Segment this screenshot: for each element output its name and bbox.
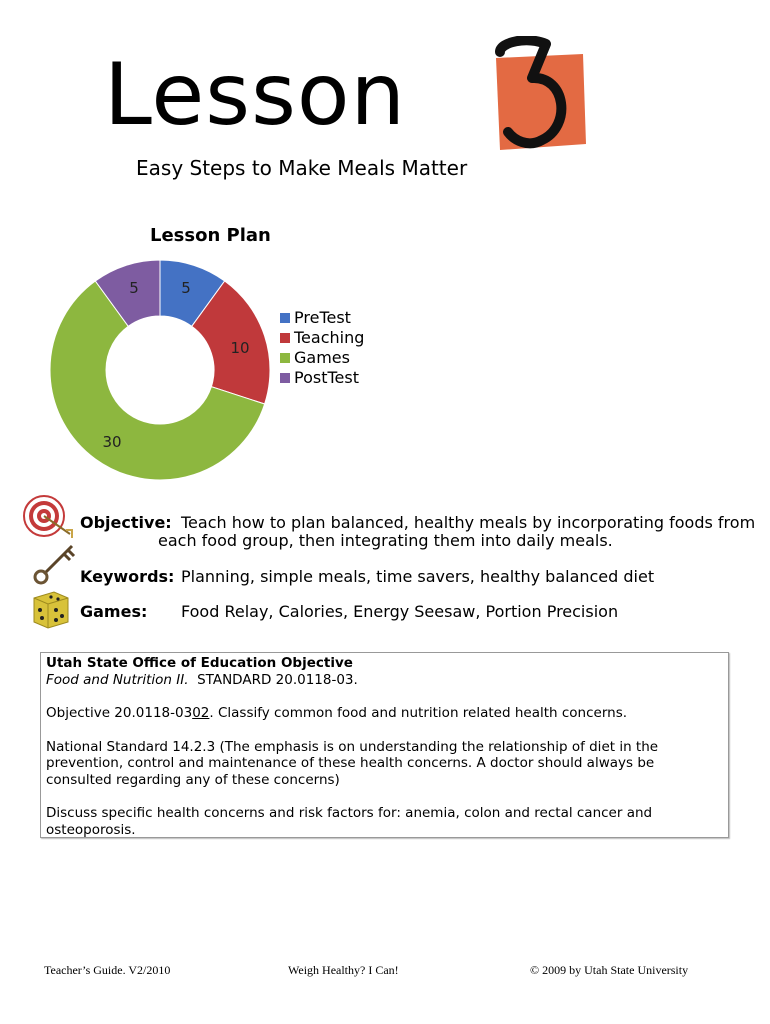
legend-swatch <box>280 313 290 323</box>
lesson-subtitle: Easy Steps to Make Meals Matter <box>136 156 468 180</box>
legend-swatch <box>280 353 290 363</box>
legend-item-posttest <box>280 368 364 388</box>
chart-data-label-pretest: 5 <box>181 279 191 297</box>
chart-data-label-teaching: 10 <box>230 339 250 357</box>
chart-legend <box>280 308 364 388</box>
chart-data-label-games: 30 <box>102 433 122 451</box>
standards-heading: Utah State Office of Education Objective <box>46 655 353 671</box>
footer-right: © 2009 by Utah State University <box>530 963 689 977</box>
target-icon <box>22 494 74 540</box>
legend-item-teaching <box>280 328 364 348</box>
legend-item-games <box>280 348 364 368</box>
footer-left: Teacher’s Guide. V2/2010 <box>44 963 171 977</box>
legend-item-pretest <box>280 308 364 328</box>
dice-icon <box>30 588 72 630</box>
lesson-number-badge <box>488 36 588 158</box>
games-row <box>80 602 618 621</box>
legend-swatch <box>280 333 290 343</box>
key-icon <box>30 538 80 586</box>
lesson-plan-doughnut-chart <box>40 250 290 490</box>
lesson-title: Lesson <box>104 45 407 145</box>
chart-data-label-posttest: 5 <box>129 279 139 297</box>
standards-national: National Standard 14.2.3 (The emphasis is on understanding the relationship of diet in the prevention, control and maintenance of these health concerns. A doctor should always be consulted regarding any of these concerns) <box>46 738 659 788</box>
legend-label: PostTest <box>294 368 359 387</box>
objective-row <box>80 513 756 550</box>
objective-text-line1: Teach how to plan balanced, healthy meals by incorporating foods from <box>181 513 756 532</box>
standards-standard: STANDARD 20.0118-03. <box>188 671 358 688</box>
objective-label: Objective: <box>80 513 172 532</box>
objective-text-line2: each food group, then integrating them into daily meals. <box>158 531 613 550</box>
chart-title: Lesson Plan <box>150 225 271 246</box>
standards-box <box>40 652 729 838</box>
footer-center: Weigh Healthy? I Can! <box>288 963 399 977</box>
legend-label: Games <box>294 348 350 367</box>
lesson-number: 3 <box>488 36 489 37</box>
legend-label: Teaching <box>294 328 365 347</box>
keywords-row <box>80 567 654 586</box>
standards-objective: Objective 20.0118-0302. Classify common food and nutrition related health concerns. <box>46 705 628 721</box>
games-label: Games: <box>80 602 148 621</box>
standards-course: Food and Nutrition II. <box>46 671 189 688</box>
legend-label: PreTest <box>294 308 351 327</box>
legend-swatch <box>280 373 290 383</box>
keywords-text: Planning, simple meals, time savers, healthy balanced diet <box>181 567 655 586</box>
keywords-label: Keywords: <box>80 567 175 586</box>
standards-discuss: Discuss specific health concerns and risk factors for: anemia, colon and rectal cancer and osteoporosis. <box>46 805 653 838</box>
games-text: Food Relay, Calories, Energy Seesaw, Portion Precision <box>181 602 619 621</box>
